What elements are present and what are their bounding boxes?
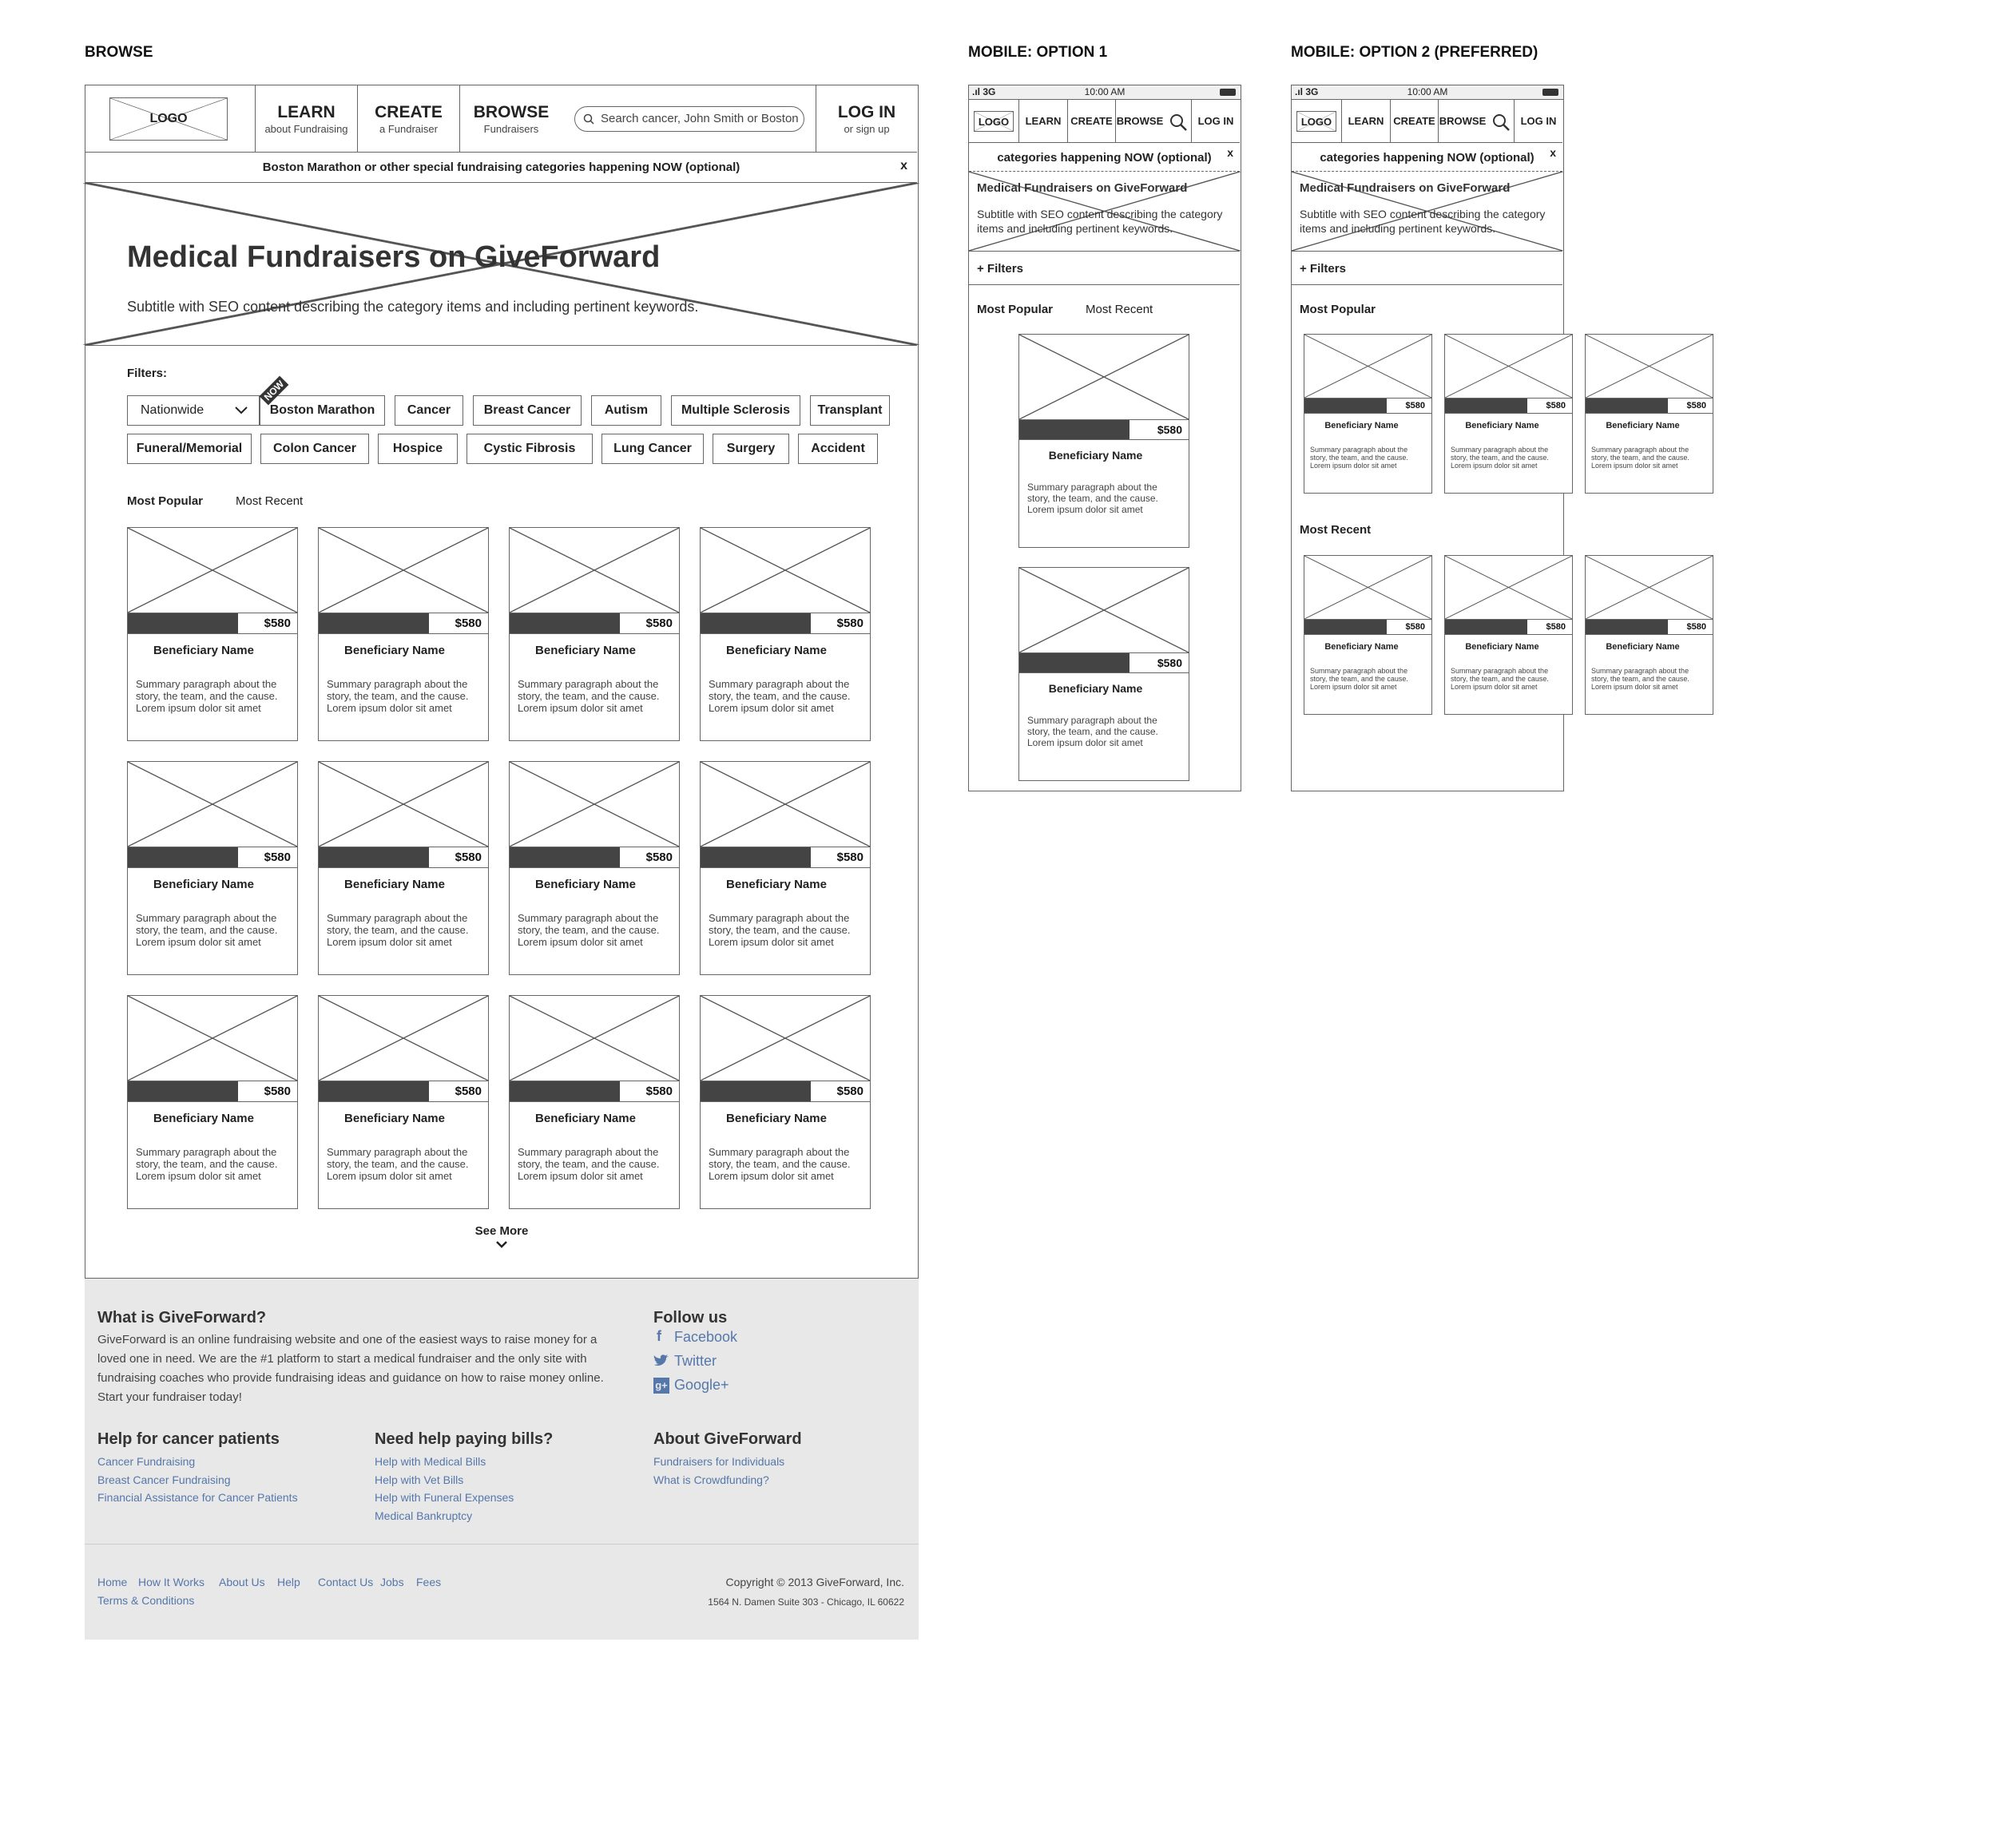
progress-fill — [1304, 399, 1387, 413]
card-amount: $580 — [836, 851, 864, 864]
nav-learn-sub: about Fundraising — [264, 123, 348, 135]
card-beneficiary-name: Beneficiary Name — [1606, 421, 1680, 430]
mobile-filters-label: + Filters — [977, 262, 1023, 276]
footer-link[interactable]: Medical Bankruptcy — [375, 1509, 473, 1522]
filter-chip[interactable]: Cystic Fibrosis — [466, 434, 593, 464]
card-amount: $580 — [1686, 622, 1706, 632]
filter-chip[interactable]: Hospice — [378, 434, 458, 464]
footer-follow-title: Follow us — [653, 1309, 728, 1327]
progress-bar — [128, 847, 297, 868]
card-image-placeholder — [510, 996, 679, 1081]
fundraiser-card[interactable] — [700, 761, 871, 975]
progress-fill — [128, 1081, 238, 1101]
card-beneficiary-name: Beneficiary Name — [153, 644, 254, 657]
progress-fill — [510, 613, 620, 633]
nav-browse[interactable] — [460, 85, 562, 153]
search-icon[interactable] — [1169, 113, 1188, 132]
card-summary: Summary paragraph about the story, the team, and the cause. Lorem ipsum dolor sit amet — [709, 678, 851, 714]
card-summary: Summary paragraph about the story, the team, and the cause. Lorem ipsum dolor sit amet — [1310, 446, 1408, 470]
filter-chip[interactable]: Multiple Sclerosis — [671, 395, 800, 426]
progress-bar — [510, 847, 679, 868]
search-icon[interactable] — [1491, 113, 1511, 132]
special-banner — [85, 153, 917, 183]
fundraiser-card[interactable] — [318, 761, 489, 975]
footer-what-text: GiveForward is an online fundraising website and one of the easiest ways to raise money for a loved one in need. We are the #1 platform to start a medical fundraiser and the only site with fundraising coaches who provide fundraising ideas and guidance on how to raise money online. Start your fundraiser today! — [97, 1333, 604, 1404]
progress-bar — [1304, 399, 1431, 414]
progress-bar — [128, 613, 297, 634]
progress-fill — [510, 847, 620, 867]
card-amount: $580 — [264, 851, 291, 864]
filter-chip[interactable]: Breast Cancer — [473, 395, 582, 426]
nav-browse-sub: Fundraisers — [483, 123, 539, 135]
logo-label: LOGO — [978, 116, 1010, 128]
card-amount: $580 — [1546, 622, 1566, 632]
filter-chip[interactable]: Funeral/Memorial — [127, 434, 252, 464]
card-image-placeholder — [319, 528, 488, 613]
status-time: 10:00 AM — [1084, 86, 1126, 97]
location-select[interactable] — [127, 395, 260, 426]
card-amount: $580 — [836, 617, 864, 630]
location-value: Nationwide — [141, 403, 204, 417]
mobile-header — [1292, 100, 1562, 143]
card-summary: Summary paragraph about the story, the team, and the cause. Lorem ipsum dolor sit amet — [327, 1146, 469, 1182]
card-summary: Summary paragraph about the story, the team, and the cause. Lorem ipsum dolor sit amet — [136, 678, 278, 714]
footer-bottom-link[interactable]: Home — [97, 1576, 128, 1588]
copyright: Copyright © 2013 GiveForward, Inc. — [725, 1576, 904, 1588]
progress-bar — [701, 847, 870, 868]
progress-fill — [1445, 399, 1527, 413]
fundraiser-card[interactable] — [1585, 334, 1713, 494]
signup-sub: or sign up — [844, 123, 890, 135]
site-header — [85, 85, 917, 153]
progress-fill — [128, 613, 238, 633]
footer-col3-title: About GiveForward — [653, 1430, 802, 1448]
card-amount: $580 — [645, 617, 673, 630]
card-beneficiary-name: Beneficiary Name — [726, 644, 827, 657]
card-amount: $580 — [836, 1085, 864, 1098]
facebook-link: Facebook — [674, 1329, 738, 1345]
card-amount: $580 — [455, 617, 482, 630]
footer-bottom-link[interactable]: Jobs — [380, 1576, 404, 1588]
card-summary: Summary paragraph about the story, the team, and the cause. Lorem ipsum dolor sit amet — [136, 1146, 278, 1182]
card-image-placeholder — [510, 762, 679, 847]
signal-indicator: .ıl 3G — [1295, 86, 1319, 97]
logo-placeholder[interactable] — [1296, 111, 1336, 132]
terms-link[interactable]: Terms & Conditions — [97, 1594, 195, 1607]
card-amount: $580 — [455, 851, 482, 864]
card-summary: Summary paragraph about the story, the team, and the cause. Lorem ipsum dolor sit amet — [1027, 715, 1158, 748]
card-beneficiary-name: Beneficiary Name — [1048, 449, 1143, 462]
signal-indicator: .ıl 3G — [972, 86, 996, 97]
footer-link[interactable]: Breast Cancer Fundraising — [97, 1473, 231, 1486]
card-summary: Summary paragraph about the story, the team, and the cause. Lorem ipsum dolor sit amet — [1591, 446, 1689, 470]
logo-placeholder[interactable] — [109, 97, 228, 141]
fundraiser-card[interactable] — [1304, 334, 1432, 494]
progress-bar — [1586, 620, 1713, 635]
card-beneficiary-name: Beneficiary Name — [726, 878, 827, 891]
card-amount: $580 — [1157, 656, 1182, 669]
progress-bar — [1445, 620, 1572, 635]
card-beneficiary-name: Beneficiary Name — [153, 878, 254, 891]
nav-learn[interactable] — [256, 85, 358, 153]
card-beneficiary-name: Beneficiary Name — [726, 1112, 827, 1125]
progress-fill — [319, 1081, 429, 1101]
card-image-placeholder — [1019, 335, 1189, 420]
logo-placeholder[interactable] — [974, 111, 1014, 132]
filter-chip[interactable]: Cancer — [395, 395, 463, 426]
footer-what-title: What is GiveForward? — [97, 1309, 267, 1327]
mobile-option-1-frame — [968, 85, 1241, 791]
card-summary: Summary paragraph about the story, the team, and the cause. Lorem ipsum dolor sit amet — [327, 678, 469, 714]
card-image-placeholder — [1304, 556, 1431, 620]
banner-close-button[interactable]: x — [900, 159, 907, 173]
card-image-placeholder — [1586, 335, 1713, 399]
section-title-mobile-2: MOBILE: OPTION 2 (PREFERRED) — [1291, 44, 1538, 61]
progress-bar — [319, 613, 488, 634]
progress-bar — [701, 1081, 870, 1102]
card-summary: Summary paragraph about the story, the team, and the cause. Lorem ipsum dolor sit amet — [709, 1146, 851, 1182]
progress-bar — [319, 847, 488, 868]
mobile-header — [969, 100, 1240, 143]
progress-bar — [1019, 420, 1189, 440]
filter-chip[interactable]: Lung Cancer — [601, 434, 704, 464]
card-image-placeholder — [1019, 568, 1189, 653]
card-summary: Summary paragraph about the story, the team, and the cause. Lorem ipsum dolor sit amet — [1310, 667, 1408, 691]
filter-chip[interactable]: Transplant — [810, 395, 890, 426]
progress-bar — [1019, 653, 1189, 673]
progress-bar — [701, 613, 870, 634]
mobile-hero-placeholder — [1292, 172, 1562, 252]
fundraiser-card[interactable] — [127, 527, 298, 741]
login-link[interactable] — [816, 85, 917, 153]
card-summary: Summary paragraph about the story, the team, and the cause. Lorem ipsum dolor sit amet — [518, 912, 660, 948]
footer-bottom-link[interactable]: Contact Us — [318, 1576, 374, 1588]
page-title: Medical Fundraisers on GiveForward — [127, 240, 661, 274]
footer-link[interactable]: Help with Funeral Expenses — [375, 1491, 514, 1504]
mobile-filters-toggle[interactable] — [1292, 252, 1562, 285]
section-most-recent: Most Recent — [1300, 523, 1372, 537]
nav-browse-title: BROWSE — [473, 103, 550, 121]
filter-chip[interactable]: Colon Cancer — [260, 434, 369, 464]
mobile-filters-toggle[interactable] — [969, 252, 1240, 285]
chevron-down-icon — [235, 406, 248, 414]
card-beneficiary-name: Beneficiary Name — [153, 1112, 254, 1125]
card-image-placeholder — [510, 528, 679, 613]
battery-icon — [1542, 89, 1558, 96]
card-amount: $580 — [645, 1085, 673, 1098]
fundraiser-card[interactable] — [509, 527, 680, 741]
fundraiser-card[interactable] — [1585, 555, 1713, 715]
card-beneficiary-name: Beneficiary Name — [1324, 642, 1399, 652]
card-summary: Summary paragraph about the story, the team, and the cause. Lorem ipsum dolor sit amet — [327, 912, 469, 948]
desktop-frame — [85, 85, 919, 1279]
filters-label: Filters: — [127, 367, 168, 380]
card-image-placeholder — [1586, 556, 1713, 620]
card-summary: Summary paragraph about the story, the team, and the cause. Lorem ipsum dolor sit amet — [1451, 667, 1549, 691]
chevron-down-icon — [495, 1240, 508, 1248]
mobile-login[interactable]: LOG IN — [1520, 115, 1557, 127]
card-beneficiary-name: Beneficiary Name — [344, 1112, 445, 1125]
card-beneficiary-name: Beneficiary Name — [1465, 642, 1539, 652]
mobile-nav-item[interactable]: BROWSE — [1439, 115, 1487, 127]
card-amount: $580 — [1405, 622, 1425, 632]
mobile-nav-item[interactable]: LEARN — [1019, 100, 1068, 143]
mobile-banner-close[interactable]: x — [1550, 146, 1556, 159]
tab-most-popular[interactable]: Most Popular — [977, 303, 1054, 316]
card-amount: $580 — [264, 617, 291, 630]
progress-fill — [1445, 620, 1527, 634]
footer-col1-title: Help for cancer patients — [97, 1430, 280, 1448]
progress-bar — [510, 613, 679, 634]
filter-chip[interactable]: Accident — [798, 434, 878, 464]
footer-bottom-link[interactable]: About Us — [219, 1576, 265, 1588]
card-summary: Summary paragraph about the story, the team, and the cause. Lorem ipsum dolor sit amet — [136, 912, 278, 948]
card-summary: Summary paragraph about the story, the team, and the cause. Lorem ipsum dolor sit amet — [709, 912, 851, 948]
mobile-page-title: Medical Fundraisers on GiveForward — [1300, 181, 1511, 195]
card-image-placeholder — [128, 528, 297, 613]
progress-bar — [1304, 620, 1431, 635]
footer-bottom-link[interactable]: Help — [277, 1576, 300, 1588]
footer-col2-title: Need help paying bills? — [375, 1430, 554, 1448]
card-amount: $580 — [1157, 423, 1182, 436]
mobile-nav-item[interactable]: CREATE — [1068, 100, 1116, 143]
fundraiser-card[interactable] — [509, 761, 680, 975]
card-amount: $580 — [455, 1085, 482, 1098]
card-image-placeholder — [1445, 335, 1572, 399]
card-beneficiary-name: Beneficiary Name — [1465, 421, 1539, 430]
tab-most-popular[interactable]: Most Popular — [1300, 303, 1376, 316]
card-beneficiary-name: Beneficiary Name — [535, 878, 636, 891]
tab-most-recent[interactable]: Most Recent — [236, 494, 304, 508]
logo-label: LOGO — [149, 112, 188, 125]
mobile-page-subtitle: Subtitle with SEO content describing the category items and including pertinent keywords. — [1300, 208, 1546, 235]
card-summary: Summary paragraph about the story, the team, and the cause. Lorem ipsum dolor sit amet — [518, 1146, 660, 1182]
card-amount: $580 — [1405, 401, 1425, 410]
card-image-placeholder — [701, 762, 870, 847]
search-placeholder: Search cancer, John Smith or Boston — [601, 112, 799, 125]
footer-link[interactable]: Help with Vet Bills — [375, 1473, 464, 1486]
filter-chip[interactable]: Autism — [591, 395, 661, 426]
filter-chip[interactable]: Boston Marathon — [260, 395, 385, 426]
progress-fill — [319, 613, 429, 633]
mobile-banner — [1292, 143, 1562, 172]
card-image-placeholder — [319, 996, 488, 1081]
card-summary: Summary paragraph about the story, the team, and the cause. Lorem ipsum dolor sit amet — [1027, 482, 1158, 515]
footer-link[interactable]: Help with Medical Bills — [375, 1455, 486, 1468]
footer-bottom-link[interactable]: How It Works — [138, 1576, 204, 1588]
fundraiser-card[interactable] — [1444, 334, 1573, 494]
card-beneficiary-name: Beneficiary Name — [344, 878, 445, 891]
fundraiser-card[interactable] — [1444, 555, 1573, 715]
progress-fill — [1019, 653, 1130, 672]
twitter-link: Twitter — [674, 1353, 717, 1369]
fundraiser-card[interactable] — [127, 995, 298, 1209]
googleplus-icon: g+ — [653, 1378, 669, 1394]
section-title-browse: BROWSE — [85, 44, 153, 61]
mobile-banner — [969, 143, 1240, 172]
fundraiser-card[interactable] — [509, 995, 680, 1209]
mobile-nav-item[interactable]: BROWSE — [1116, 115, 1164, 127]
nav-learn-title: LEARN — [277, 103, 335, 121]
card-amount: $580 — [264, 1085, 291, 1098]
card-image-placeholder — [1445, 556, 1572, 620]
progress-fill — [510, 1081, 620, 1101]
progress-fill — [1304, 620, 1387, 634]
tab-most-recent[interactable]: Most Recent — [1086, 303, 1153, 316]
card-amount: $580 — [1686, 401, 1706, 410]
progress-fill — [1586, 399, 1668, 413]
tab-most-popular[interactable]: Most Popular — [127, 494, 204, 508]
now-badge: NOW — [260, 376, 289, 406]
card-beneficiary-name: Beneficiary Name — [1324, 421, 1399, 430]
twitter-icon — [653, 1354, 669, 1367]
progress-fill — [701, 847, 811, 867]
mobile-banner-close[interactable]: x — [1227, 146, 1233, 159]
fundraiser-card[interactable] — [700, 995, 871, 1209]
card-summary: Summary paragraph about the story, the team, and the cause. Lorem ipsum dolor sit amet — [1451, 446, 1549, 470]
progress-bar — [319, 1081, 488, 1102]
status-bar — [969, 85, 1241, 100]
banner-text: Boston Marathon or other special fundraising categories happening NOW (optional) — [262, 161, 740, 174]
card-summary: Summary paragraph about the story, the team, and the cause. Lorem ipsum dolor sit amet — [1591, 667, 1689, 691]
card-image-placeholder — [128, 762, 297, 847]
progress-bar — [128, 1081, 297, 1102]
footer-divider — [85, 1544, 919, 1545]
filter-chip[interactable]: Surgery — [713, 434, 789, 464]
fundraiser-card[interactable] — [1304, 555, 1432, 715]
footer-link[interactable]: Financial Assistance for Cancer Patients — [97, 1491, 298, 1504]
mobile-banner-text: categories happening NOW (optional) — [997, 151, 1212, 165]
progress-bar — [1586, 399, 1713, 414]
mobile-hero-placeholder — [969, 172, 1240, 252]
card-image-placeholder — [701, 996, 870, 1081]
mobile-nav-item[interactable]: CREATE — [1391, 100, 1439, 143]
nav-create-sub: a Fundraiser — [379, 123, 438, 135]
see-more-button[interactable] — [85, 1224, 918, 1251]
fundraiser-card[interactable] — [318, 995, 489, 1209]
progress-bar — [1445, 399, 1572, 414]
card-beneficiary-name: Beneficiary Name — [1606, 642, 1680, 652]
mobile-page-subtitle: Subtitle with SEO content describing the category items and including pertinent keywords. — [977, 208, 1223, 235]
progress-fill — [1586, 620, 1668, 634]
fundraiser-card[interactable] — [127, 761, 298, 975]
card-summary: Summary paragraph about the story, the team, and the cause. Lorem ipsum dolor sit amet — [518, 678, 660, 714]
login-title: LOG IN — [837, 103, 896, 121]
hero-placeholder — [85, 183, 917, 346]
search-icon — [583, 113, 594, 125]
footer-link[interactable]: Fundraisers for Individuals — [653, 1455, 785, 1468]
mobile-login[interactable]: LOG IN — [1197, 115, 1234, 127]
battery-icon — [1220, 89, 1236, 96]
card-amount: $580 — [645, 851, 673, 864]
page-subtitle: Subtitle with SEO content describing the category items and including pertinent keywords. — [127, 299, 699, 315]
mobile-page-title: Medical Fundraisers on GiveForward — [977, 181, 1188, 195]
card-beneficiary-name: Beneficiary Name — [1048, 682, 1143, 695]
progress-fill — [319, 847, 429, 867]
progress-bar — [510, 1081, 679, 1102]
mobile-nav-item[interactable]: LEARN — [1342, 100, 1391, 143]
mobile-filters-label: + Filters — [1300, 262, 1346, 276]
address: 1564 N. Damen Suite 303 - Chicago, IL 60622 — [708, 1596, 904, 1608]
card-image-placeholder — [1304, 335, 1431, 399]
site-footer — [85, 1279, 919, 1640]
fundraiser-card[interactable] — [1018, 567, 1189, 781]
card-image-placeholder — [701, 528, 870, 613]
mobile-banner-text: categories happening NOW (optional) — [1320, 151, 1534, 165]
status-bar — [1292, 85, 1563, 100]
fundraiser-card[interactable] — [1018, 334, 1189, 548]
googleplus-link: Google+ — [674, 1377, 729, 1393]
facebook-icon: f — [657, 1328, 661, 1344]
nav-create[interactable] — [358, 85, 460, 153]
progress-fill — [701, 613, 811, 633]
progress-fill — [1019, 420, 1130, 439]
card-beneficiary-name: Beneficiary Name — [535, 644, 636, 657]
card-beneficiary-name: Beneficiary Name — [535, 1112, 636, 1125]
progress-fill — [128, 847, 238, 867]
card-beneficiary-name: Beneficiary Name — [344, 644, 445, 657]
fundraiser-card[interactable] — [700, 527, 871, 741]
see-more-label: See More — [474, 1224, 529, 1238]
progress-fill — [701, 1081, 811, 1101]
nav-create-title: CREATE — [375, 103, 443, 121]
card-amount: $580 — [1546, 401, 1566, 410]
search-input[interactable] — [574, 106, 804, 132]
section-title-mobile-1: MOBILE: OPTION 1 — [968, 44, 1108, 61]
footer-bottom-link[interactable]: Fees — [416, 1576, 442, 1588]
status-time: 10:00 AM — [1407, 86, 1448, 97]
card-image-placeholder — [319, 762, 488, 847]
logo-label: LOGO — [1300, 116, 1332, 128]
mobile-option-2-frame — [1291, 85, 1706, 791]
footer-link[interactable]: Cancer Fundraising — [97, 1455, 196, 1468]
fundraiser-card[interactable] — [318, 527, 489, 741]
footer-link[interactable]: What is Crowdfunding? — [653, 1473, 769, 1486]
card-image-placeholder — [128, 996, 297, 1081]
